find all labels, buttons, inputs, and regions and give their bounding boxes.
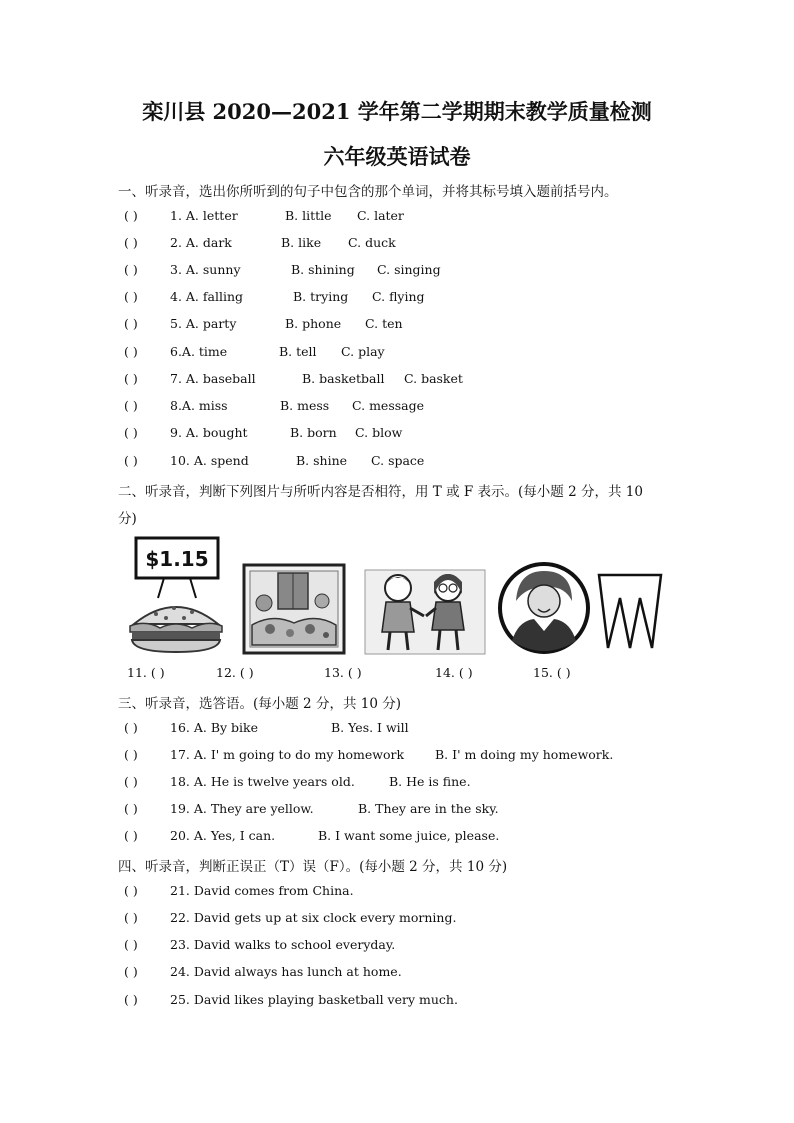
option-a: 1. A. letter (170, 208, 238, 223)
answer-blank[interactable]: ( ) (124, 937, 138, 952)
option-a: 10. A. spend (170, 453, 249, 468)
answer-blank[interactable]: ( ) (124, 747, 138, 762)
option-a: 4. A. falling (170, 289, 243, 304)
option-b: B. trying (293, 289, 349, 304)
option-a: 16. A. By bike (170, 720, 259, 735)
option-b: B. shining (291, 262, 355, 277)
statement-text: 22. David gets up at six clock every morning. (170, 910, 457, 925)
section4-heading: 四、听录音，判断正误正（T）误（F）。(每小题 2 分，共 10 分) (118, 859, 508, 875)
answer-blank[interactable]: ( ) (124, 828, 138, 843)
statement-text: 23. David walks to school everyday. (170, 937, 396, 952)
exam-subtitle: 六年级英语试卷 (323, 144, 471, 169)
option-a: 8.A. miss (170, 398, 228, 413)
option-a: 18. A. He is twelve years old. (170, 774, 355, 789)
answer-blank[interactable]: ( ) (124, 910, 138, 925)
answer-blank[interactable]: ( ) (124, 720, 138, 735)
answer-blank[interactable]: ( ) (124, 425, 138, 440)
answer-blank[interactable]: ( ) (124, 208, 138, 223)
option-b: B. like (281, 235, 322, 250)
option-c: C. basket (404, 371, 463, 386)
option-b: B. phone (285, 316, 342, 331)
option-c: C. singing (377, 262, 441, 277)
answer-blank[interactable]: ( ) (124, 316, 138, 331)
statement-text: 25. David likes playing basketball very much. (170, 992, 458, 1007)
option-c: C. message (352, 398, 424, 413)
option-a: 17. A. I' m going to do my homework (170, 747, 405, 762)
portrait-picture (498, 561, 590, 655)
option-b: B. shine (296, 453, 348, 468)
option-c: C. space (371, 453, 425, 468)
picture-answer-blank[interactable]: 15. ( ) (533, 665, 571, 680)
option-b: B. Yes. I will (331, 720, 409, 735)
answer-blank[interactable]: ( ) (124, 801, 138, 816)
answer-blank[interactable]: ( ) (124, 883, 138, 898)
option-c: C. play (341, 344, 385, 359)
option-b: B. little (285, 208, 332, 223)
answer-blank[interactable]: ( ) (124, 992, 138, 1007)
section3-heading: 三、听录音，选答语。(每小题 2 分，共 10 分) (118, 696, 401, 712)
option-b: B. He is fine. (389, 774, 471, 789)
picture-answer-blank[interactable]: 13. ( ) (324, 665, 362, 680)
option-a: 6.A. time (170, 344, 228, 359)
exam-title: 栾川县 2020—2021 学年第二学期期末教学质量检测 (142, 99, 652, 124)
option-c: C. blow (355, 425, 403, 440)
answer-blank[interactable]: ( ) (124, 964, 138, 979)
option-a: 7. A. baseball (170, 371, 256, 386)
zigzag-picture (596, 572, 664, 652)
price-tag-label: $1.15 (145, 547, 209, 571)
room-picture (242, 563, 346, 655)
answer-blank[interactable]: ( ) (124, 371, 138, 386)
option-c: C. ten (365, 316, 403, 331)
option-a: 2. A. dark (170, 235, 232, 250)
answer-blank[interactable]: ( ) (124, 398, 138, 413)
answer-blank[interactable]: ( ) (124, 262, 138, 277)
option-c: C. later (357, 208, 404, 223)
answer-blank[interactable]: ( ) (124, 289, 138, 304)
option-a: 20. A. Yes, I can. (170, 828, 276, 843)
picture-answer-blank[interactable]: 12. ( ) (216, 665, 254, 680)
option-b: B. They are in the sky. (358, 801, 499, 816)
section1-heading: 一、听录音，选出你所听到的句子中包含的那个单词，并将其标号填入题前括号内。 (118, 184, 618, 200)
option-c: C. flying (372, 289, 425, 304)
answer-blank[interactable]: ( ) (124, 774, 138, 789)
option-b: B. born (290, 425, 337, 440)
option-a: 19. A. They are yellow. (170, 801, 314, 816)
option-a: 9. A. bought (170, 425, 248, 440)
picture-answer-blank[interactable]: 11. ( ) (127, 665, 165, 680)
option-a: 5. A. party (170, 316, 237, 331)
option-b: B. basketball (302, 371, 385, 386)
option-b: B. tell (279, 344, 317, 359)
section2-heading: 二、听录音，判断下列图片与所听内容是否相符，用 T 或 F 表示。(每小题 2 分，共 10 (118, 484, 643, 500)
option-b: B. I want some juice, please. (318, 828, 500, 843)
statement-text: 24. David always has lunch at home. (170, 964, 402, 979)
two-girls-picture (364, 566, 486, 656)
answer-blank[interactable]: ( ) (124, 344, 138, 359)
section2-heading-cont: 分) (118, 511, 137, 527)
option-b: B. mess (280, 398, 330, 413)
answer-blank[interactable]: ( ) (124, 235, 138, 250)
burger-picture (126, 536, 226, 658)
answer-blank[interactable]: ( ) (124, 453, 138, 468)
option-c: C. duck (348, 235, 396, 250)
statement-text: 21. David comes from China. (170, 883, 354, 898)
option-a: 3. A. sunny (170, 262, 241, 277)
option-b: B. I' m doing my homework. (435, 747, 614, 762)
picture-answer-blank[interactable]: 14. ( ) (435, 665, 473, 680)
